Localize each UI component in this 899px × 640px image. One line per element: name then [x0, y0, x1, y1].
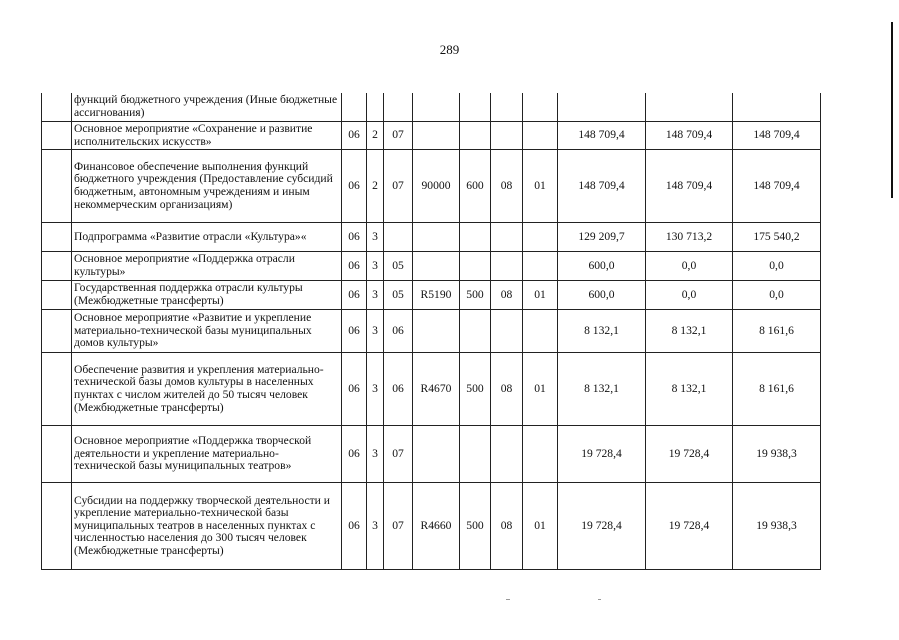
- code-event-cell: 05: [384, 252, 413, 281]
- code-program-cell: 06: [342, 353, 367, 426]
- code-event-cell: 07: [384, 150, 413, 223]
- code-direction-cell: [413, 223, 460, 252]
- amount-year1-cell: [558, 93, 646, 122]
- table-row: [42, 252, 821, 281]
- code-direction-cell: R4670: [413, 353, 460, 426]
- code-direction-cell: [413, 252, 460, 281]
- amount-year2-cell: 8 132,1: [646, 310, 733, 353]
- code-program-cell: 06: [342, 483, 367, 570]
- table-row: [42, 310, 821, 353]
- code-subsection-cell: [523, 223, 558, 252]
- code-expense-type-cell: [460, 223, 491, 252]
- amount-year3-cell: 175 540,2: [733, 223, 821, 252]
- code-expense-type-cell: 500: [460, 281, 491, 310]
- row-number-cell: [42, 122, 72, 150]
- amount-year2-cell: 148 709,4: [646, 122, 733, 150]
- row-number-cell: [42, 353, 72, 426]
- code-program-cell: [342, 93, 367, 122]
- amount-year1-cell: 19 728,4: [558, 426, 646, 483]
- code-section-cell: [491, 93, 523, 122]
- table-row: [42, 122, 821, 150]
- code-expense-type-cell: 600: [460, 150, 491, 223]
- code-event-cell: 05: [384, 281, 413, 310]
- amount-year2-cell: 19 728,4: [646, 426, 733, 483]
- code-expense-type-cell: [460, 93, 491, 122]
- amount-year3-cell: 19 938,3: [733, 483, 821, 570]
- code-subprogram-cell: 3: [367, 252, 384, 281]
- code-event-cell: 06: [384, 310, 413, 353]
- scan-edge-mark: [891, 22, 893, 198]
- code-section-cell: [491, 122, 523, 150]
- amount-year2-cell: 0,0: [646, 281, 733, 310]
- amount-year3-cell: 8 161,6: [733, 310, 821, 353]
- code-expense-type-cell: 500: [460, 353, 491, 426]
- name-cell: Субсидии на поддержку творческой деятельности и укрепление материально-технической базы муниципальных театров в населенных пунктах с численностью населения до 300 тысяч человек (Межбюджетные трансферты): [72, 483, 342, 570]
- code-section-cell: [491, 223, 523, 252]
- code-subprogram-cell: 2: [367, 122, 384, 150]
- amount-year1-cell: 8 132,1: [558, 310, 646, 353]
- code-subsection-cell: 01: [523, 150, 558, 223]
- page-number: 289: [439, 42, 460, 57]
- amount-year3-cell: 148 709,4: [733, 150, 821, 223]
- code-event-cell: 07: [384, 483, 413, 570]
- row-number-cell: [42, 281, 72, 310]
- name-cell: Подпрограмма «Развитие отрасли «Культура»«: [72, 223, 342, 252]
- scan-artifact: [598, 599, 601, 600]
- amount-year3-cell: 148 709,4: [733, 122, 821, 150]
- table-row: [42, 426, 821, 483]
- amount-year2-cell: 130 713,2: [646, 223, 733, 252]
- code-subprogram-cell: [367, 93, 384, 122]
- amount-year1-cell: 600,0: [558, 252, 646, 281]
- code-subprogram-cell: 3: [367, 223, 384, 252]
- row-number-cell: [42, 93, 72, 122]
- amount-year3-cell: 19 938,3: [733, 426, 821, 483]
- code-expense-type-cell: [460, 310, 491, 353]
- code-event-cell: 07: [384, 122, 413, 150]
- code-subprogram-cell: 2: [367, 150, 384, 223]
- code-section-cell: 08: [491, 150, 523, 223]
- amount-year1-cell: 148 709,4: [558, 122, 646, 150]
- code-program-cell: 06: [342, 122, 367, 150]
- code-program-cell: 06: [342, 281, 367, 310]
- code-event-cell: 07: [384, 426, 413, 483]
- code-subsection-cell: [523, 310, 558, 353]
- table-row: [42, 281, 821, 310]
- code-subsection-cell: 01: [523, 483, 558, 570]
- code-subsection-cell: 01: [523, 353, 558, 426]
- row-number-cell: [42, 426, 72, 483]
- amount-year2-cell: 19 728,4: [646, 483, 733, 570]
- name-cell: Обеспечение развития и укрепления материально-технической базы домов культуры в населенных пунктах с числом жителей до 50 тысяч человек (Межбюджетные трансферты): [72, 353, 342, 426]
- amount-year2-cell: 0,0: [646, 252, 733, 281]
- code-subsection-cell: [523, 122, 558, 150]
- code-program-cell: 06: [342, 223, 367, 252]
- code-direction-cell: R5190: [413, 281, 460, 310]
- code-direction-cell: [413, 310, 460, 353]
- budget-table: [41, 93, 821, 570]
- code-program-cell: 06: [342, 310, 367, 353]
- code-subprogram-cell: 3: [367, 353, 384, 426]
- row-number-cell: [42, 252, 72, 281]
- amount-year3-cell: 8 161,6: [733, 353, 821, 426]
- name-cell: Основное мероприятие «Поддержка творческой деятельности и укрепление материально-технической базы муниципальных театров»: [72, 426, 342, 483]
- code-subsection-cell: 01: [523, 281, 558, 310]
- name-cell: Основное мероприятие «Сохранение и развитие исполнительских искусств»: [72, 122, 342, 150]
- amount-year2-cell: 148 709,4: [646, 150, 733, 223]
- code-expense-type-cell: [460, 252, 491, 281]
- code-subprogram-cell: 3: [367, 281, 384, 310]
- code-subsection-cell: [523, 93, 558, 122]
- amount-year1-cell: 8 132,1: [558, 353, 646, 426]
- code-program-cell: 06: [342, 426, 367, 483]
- code-subprogram-cell: 3: [367, 310, 384, 353]
- amount-year1-cell: 129 209,7: [558, 223, 646, 252]
- code-expense-type-cell: [460, 122, 491, 150]
- amount-year3-cell: 0,0: [733, 281, 821, 310]
- name-cell: Основное мероприятие «Поддержка отрасли культуры»: [72, 252, 342, 281]
- code-direction-cell: 90000: [413, 150, 460, 223]
- code-subprogram-cell: 3: [367, 483, 384, 570]
- code-section-cell: 08: [491, 353, 523, 426]
- code-direction-cell: [413, 426, 460, 483]
- amount-year2-cell: 8 132,1: [646, 353, 733, 426]
- code-direction-cell: R4660: [413, 483, 460, 570]
- table-row: [42, 93, 821, 122]
- table-row: [42, 223, 821, 252]
- amount-year1-cell: 600,0: [558, 281, 646, 310]
- code-subprogram-cell: 3: [367, 426, 384, 483]
- code-program-cell: 06: [342, 150, 367, 223]
- table-row: [42, 353, 821, 426]
- name-cell: Финансовое обеспечение выполнения функций бюджетного учреждения (Предоставление субсидий бюджетным, автономным учреждениям и иным некоммерческим организациям): [72, 150, 342, 223]
- code-program-cell: 06: [342, 252, 367, 281]
- code-section-cell: [491, 252, 523, 281]
- name-cell: функций бюджетного учреждения (Иные бюджетные ассигнования): [72, 93, 342, 122]
- code-section-cell: [491, 310, 523, 353]
- table-row: [42, 483, 821, 570]
- code-section-cell: 08: [491, 483, 523, 570]
- name-cell: Основное мероприятие «Развитие и укрепление материально-технической базы муниципальных домов культуры»: [72, 310, 342, 353]
- code-subsection-cell: [523, 426, 558, 483]
- amount-year1-cell: 19 728,4: [558, 483, 646, 570]
- code-event-cell: [384, 93, 413, 122]
- amount-year2-cell: [646, 93, 733, 122]
- code-event-cell: 06: [384, 353, 413, 426]
- name-cell: Государственная поддержка отрасли культуры (Межбюджетные трансферты): [72, 281, 342, 310]
- code-section-cell: [491, 426, 523, 483]
- amount-year3-cell: [733, 93, 821, 122]
- code-expense-type-cell: [460, 426, 491, 483]
- row-number-cell: [42, 150, 72, 223]
- code-event-cell: [384, 223, 413, 252]
- table-row: [42, 150, 821, 223]
- row-number-cell: [42, 310, 72, 353]
- code-expense-type-cell: 500: [460, 483, 491, 570]
- amount-year3-cell: 0,0: [733, 252, 821, 281]
- code-direction-cell: [413, 122, 460, 150]
- code-subsection-cell: [523, 252, 558, 281]
- code-direction-cell: [413, 93, 460, 122]
- code-section-cell: 08: [491, 281, 523, 310]
- row-number-cell: [42, 483, 72, 570]
- scan-artifact: [506, 599, 510, 600]
- row-number-cell: [42, 223, 72, 252]
- amount-year1-cell: 148 709,4: [558, 150, 646, 223]
